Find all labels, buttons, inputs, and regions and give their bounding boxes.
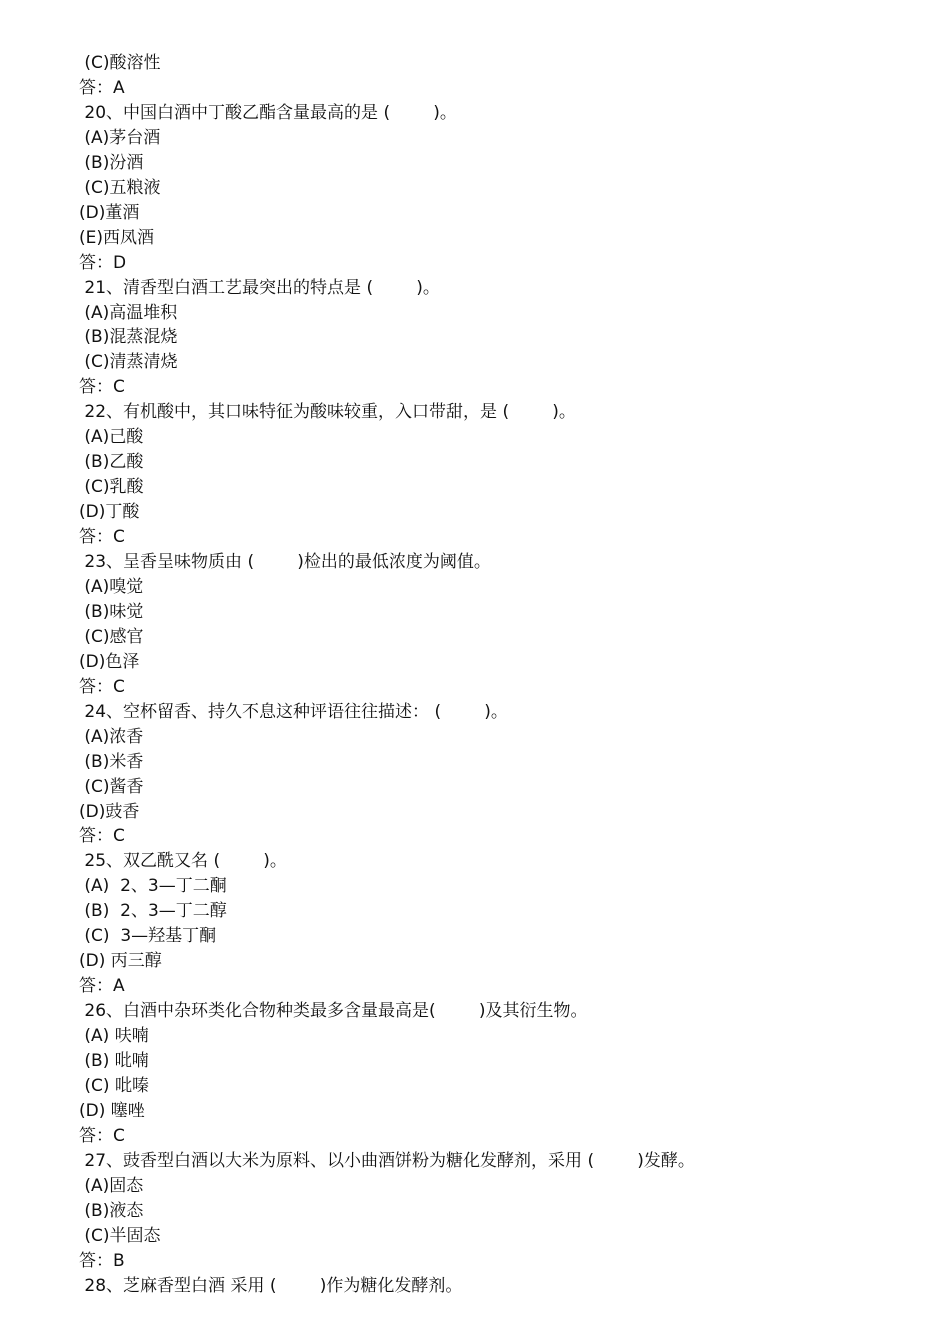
answer-key: 答：C — [79, 826, 125, 847]
answer-option: (D) 噻唑 — [79, 1100, 145, 1121]
answer-option: (A) 2、3—丁二酮 — [79, 876, 227, 897]
question-text: 20、中国白酒中丁酸乙酯含量最高的是 ( )。 — [79, 102, 457, 123]
answer-option: (E)西凤酒 — [79, 227, 155, 248]
answer-option: (D)丁酸 — [79, 502, 140, 523]
question-text: 21、清香型白酒工艺最突出的特点是 ( )。 — [79, 277, 440, 298]
answer-option: (B)米香 — [79, 751, 144, 772]
answer-option: (A) 呋喃 — [79, 1026, 149, 1046]
answer-option: (C)乳酸 — [79, 477, 144, 498]
answer-option: (C)感官 — [79, 626, 144, 647]
answer-key: 答：D — [79, 252, 127, 273]
answer-option: (C)酱香 — [79, 776, 144, 797]
answer-option: (D)豉香 — [79, 801, 140, 822]
answer-key: 答：C — [79, 1125, 125, 1146]
answer-option: (B)混蒸混烧 — [79, 327, 178, 348]
question-text: 28、芝麻香型白酒 采用 ( )作为糖化发酵剂。 — [79, 1275, 463, 1296]
answer-option: (A)嗅觉 — [79, 576, 144, 597]
answer-option: (B)汾酒 — [79, 152, 144, 173]
answer-option: (A)己酸 — [79, 427, 144, 448]
answer-option: (A)浓香 — [79, 726, 144, 747]
answer-option: (C)半固态 — [79, 1225, 161, 1246]
answer-option: (B)液态 — [79, 1200, 144, 1221]
question-text: 25、双乙酰又名 ( )。 — [79, 851, 287, 872]
question-text: 24、空杯留香、持久不息这种评语往往描述： ( )。 — [79, 701, 508, 722]
answer-option: (C)酸溶性 — [79, 53, 161, 73]
question-text: 27、豉香型白酒以大米为原料、以小曲酒饼粉为糖化发酵剂，采用 ( )发酵。 — [79, 1150, 695, 1171]
answer-option: (A)固态 — [79, 1175, 144, 1196]
question-text: 26、白酒中杂环类化合物种类最多含量最高是( )及其衍生物。 — [79, 1001, 588, 1022]
answer-key: 答：C — [79, 527, 125, 547]
answer-key: 答：B — [79, 1250, 125, 1271]
answer-key: 答：C — [79, 377, 125, 398]
answer-option: (C) 3—羟基丁酮 — [79, 926, 217, 947]
answer-option: (C)五粮液 — [79, 177, 161, 198]
answer-option: (B)乙酸 — [79, 452, 144, 473]
answer-option: (B)味觉 — [79, 601, 144, 622]
answer-option: (D)色泽 — [79, 651, 140, 672]
answer-option: (C)清蒸清烧 — [79, 352, 178, 373]
answer-option: (B) 吡喃 — [79, 1051, 149, 1071]
answer-option: (A)高温堆积 — [79, 302, 178, 323]
answer-option: (B) 2、3—丁二醇 — [79, 901, 227, 922]
question-text: 22、有机酸中，其口味特征为酸味较重，入口带甜，是 ( )。 — [79, 402, 576, 423]
answer-option: (C) 吡嗪 — [79, 1075, 149, 1096]
answer-option: (A)茅台酒 — [79, 127, 161, 148]
answer-option: (D)董酒 — [79, 202, 140, 223]
answer-key: 答：C — [79, 676, 125, 697]
answer-key: 答：A — [79, 976, 125, 997]
question-text: 23、呈香呈味物质由 ( )检出的最低浓度为阈值。 — [79, 552, 491, 572]
answer-key: 答：A — [79, 78, 125, 98]
answer-option: (D) 丙三醇 — [79, 951, 162, 972]
